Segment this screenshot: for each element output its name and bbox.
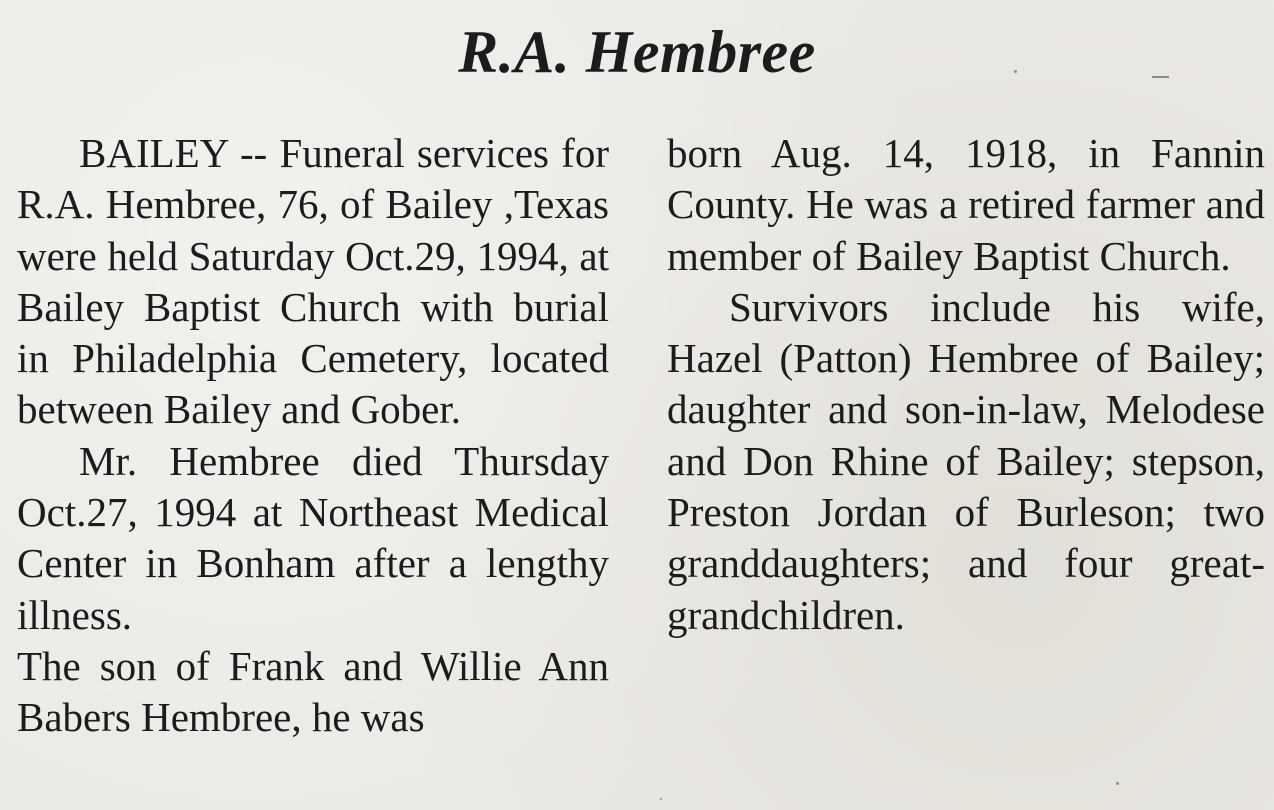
paragraph-funeral-services: BAILEY -- Funeral services for R.A. Hembree, 76, of Bailey ,Texas were held Saturday Oct.29, 1994, at Bailey Baptist Church with burial in Philadelphia Cemetery, located between Bailey and Gober. bbox=[17, 130, 609, 433]
right-text-column bbox=[667, 128, 1265, 641]
paper-blemish bbox=[1116, 782, 1119, 785]
obituary-headline: R.A. Hembree bbox=[458, 19, 816, 85]
paragraph-birth-details: born Aug. 14, 1918, in Fannin County. He was a retired farmer and member of Bailey Baptist Church. bbox=[667, 130, 1265, 279]
paper-blemish bbox=[660, 798, 662, 800]
paper-blemish bbox=[1152, 76, 1169, 78]
left-text-column bbox=[17, 128, 609, 744]
paragraph-parents: The son of Frank and Willie Ann Babers Hembree, he was bbox=[17, 642, 609, 741]
paragraph-death-details: Mr. Hembree died Thursday Oct.27, 1994 at Northeast Medical Center in Bonham after a lengthy illness. bbox=[17, 437, 609, 638]
paper-blemish bbox=[1014, 70, 1017, 73]
paragraph-survivors: Survivors include his wife, Hazel (Patton) Hembree of Bailey; daughter and son-in-law, Melodese and Don Rhine of Bailey; stepson, Preston Jordan of Burleson; two granddaughters; and four great-grandchildren. bbox=[667, 283, 1265, 638]
